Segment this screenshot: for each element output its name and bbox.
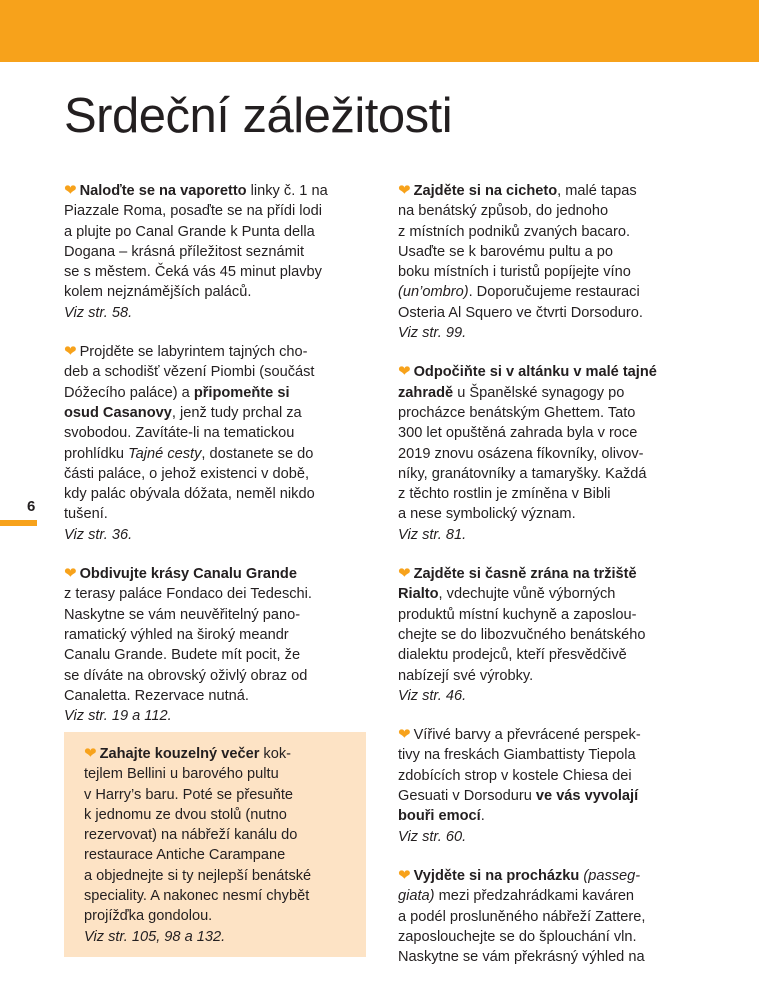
- heart-icon: ❤: [64, 343, 77, 361]
- top-accent-band: [0, 0, 759, 62]
- page-reference: Viz str. 99.: [398, 325, 467, 342]
- page-title: Srdeční záležitosti: [64, 89, 453, 143]
- entry-canal-grande: ❤ Obdivujte krásy Canalu Grande z terasy paláce Fondaco dei Tedeschi. Naskytne se vám neuvěřitelný pano- ramatický výhled na široký meandr Canalu Grande. Budete mít pocit, že se díváte na obrovský oživlý obraz od Canaletta. Rezervace nutná. Viz str. 19 a 112.: [64, 564, 370, 726]
- heart-icon: ❤: [398, 565, 411, 583]
- page-reference: Viz str. 81.: [398, 526, 467, 543]
- left-column: [64, 181, 370, 745]
- entry-vaporetto: ❤ Naloďte se na vaporetto linky č. 1 na Piazzale Roma, posaďte se na přídi lodi a plujte po Canal Grande k Punta della Dogana – krásná příležitost seznámit se s městem. Čeká vás 45 minut plavby kolem nejznámějších paláců. Viz str. 58.: [64, 181, 370, 323]
- heart-icon: ❤: [398, 726, 411, 744]
- page-reference: Viz str. 36.: [64, 526, 133, 543]
- page-reference: Viz str. 60.: [398, 828, 467, 845]
- highlight-box: ❤ Zahajte kouzelný večer kok- tejlem Bellini u barového pultu v Harry’s baru. Poté se přesuňte k jednomu ze dvou stolů (nutno rezervovat) na nábřeží kanálu do restaurace Antiche Carampane a objednejte si ty nejlepší benátské speciality. A nakonec nesmí chybět projížďka gondolou. Viz str. 105, 98 a 132.: [64, 732, 366, 957]
- page-number-tick: [0, 520, 37, 526]
- entry-rialto: ❤ Zajděte si časně zrána na tržiště Rialto, vdechujte vůně výborných produktů místní kuchyně a zaposlou- chejte se do libozvučného benátského dialektu prodejců, kteří přesvědčivě nabízejí své výrobky. Viz str. 46.: [398, 564, 708, 706]
- page-reference: Viz str. 19 a 112.: [64, 708, 172, 725]
- page-reference: Viz str. 46.: [398, 687, 467, 704]
- entry-secret-garden: ❤ Odpočiňte si v altánku v malé tajné zahradě u Španělské synagogy po procházce benátským Ghettem. Tato 300 let opuštěná zahrada byla v roce 2019 znovu osázena fíkovníky, olivov- níky, granátovníky a tamaryšky. Každá z těchto rostlin je zmíněna v Bibli a nese symbolický význam. Viz str. 81.: [398, 362, 708, 545]
- page-number: 6: [27, 498, 36, 515]
- right-column: [398, 181, 708, 986]
- page-reference: Viz str. 58.: [64, 304, 133, 321]
- heart-icon: ❤: [398, 866, 411, 884]
- heart-icon: ❤: [398, 182, 411, 199]
- heart-icon: ❤: [84, 745, 97, 762]
- page-reference: Viz str. 105, 98 a 132.: [84, 928, 226, 945]
- heart-icon: ❤: [398, 363, 411, 381]
- entry-tiepolo: ❤ Vířivé barvy a převrácené perspek- tivy na freskách Giambattisty Tiepola zdobících strop v kostele Chiesa dei Gesuati v Dorsoduru ve vás vyvolají bouři emocí. Viz str. 60.: [398, 725, 708, 847]
- heart-icon: ❤: [64, 565, 77, 583]
- entry-cicheto: ❤ Zajděte si na cicheto, malé tapas na benátský způsob, do jednoho z místních podniků zvaných bacaro. Usaďte se k barovému pultu a po boku místních i turistů popíjejte víno (un’ombro). Doporučujeme restauraci Osteria Al Squero ve čtvrti Dorsoduro. Viz str. 99.: [398, 181, 708, 343]
- entry-passeggiata: ❤ Vyjděte si na procházku (passeg- giata) mezi předzahrádkami kaváren a podél prosluněného nábřeží Zattere, zaposlouchejte se do šplouchání vln. Naskytne se vám překrásný výhled na: [398, 866, 646, 966]
- entry-piombi: ❤ Projděte se labyrintem tajných cho- deb a schodišť vězení Piombi (součást Dóžecího paláce) a připomeňte si osud Casanovy, jenž tudy prchal za svobodou. Zavítáte-li na tematickou prohlídku Tajné cesty, dostanete se do části paláce, o jehož existenci v době, kdy palác obývala dóžata, neměl nikdo tušení. Viz str. 36.: [64, 342, 370, 545]
- heart-icon: ❤: [64, 182, 77, 199]
